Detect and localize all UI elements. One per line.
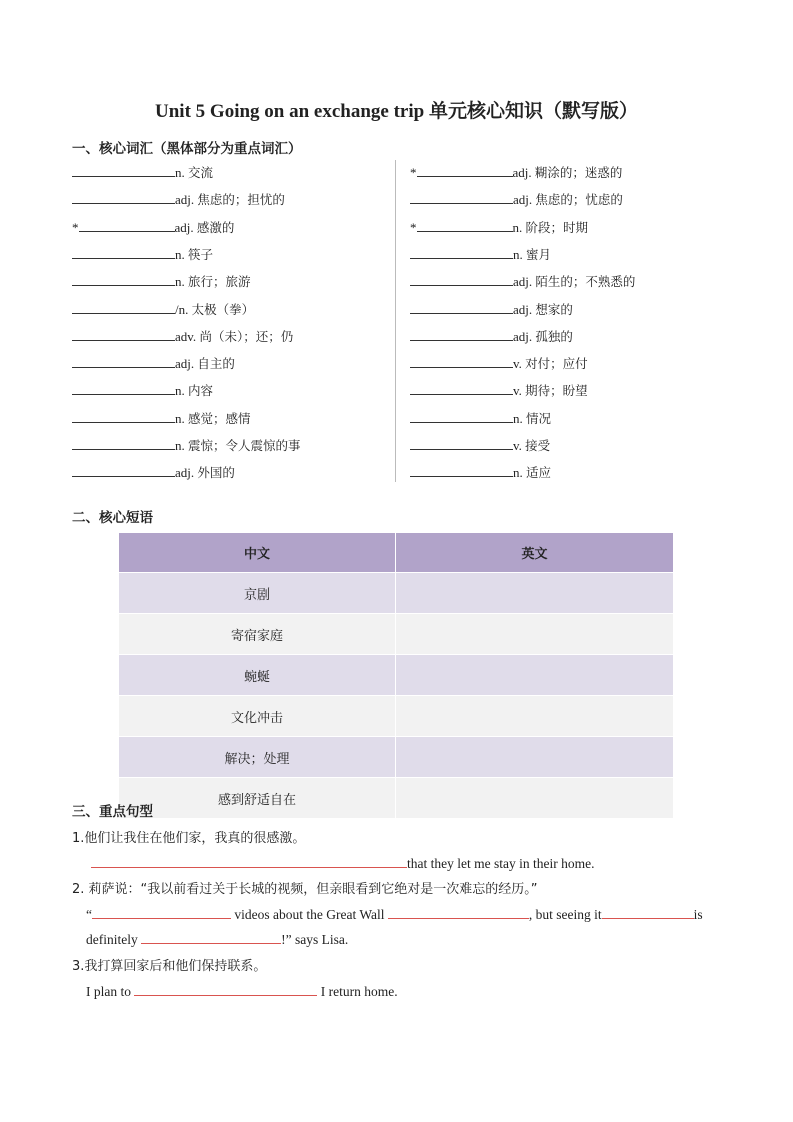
answer-blank[interactable] [388,904,529,919]
phrase-chinese: 文化冲击 [119,696,396,737]
vocab-item [410,327,573,345]
phrase-english-blank[interactable] [396,614,674,655]
phrases-table [119,533,674,818]
definition: 焦虑的；担忧的 [197,192,285,208]
vocab-item [72,409,251,427]
vocab-item [410,272,635,290]
section-phrases-heading: 二、核心短语 [72,510,153,526]
answer-blank[interactable] [72,409,175,423]
answer-blank[interactable] [92,904,231,919]
part-of-speech: adj. [175,192,195,208]
vocab-item [72,272,251,290]
definition: 交流 [188,165,214,180]
definition: 糊涂的；迷惑的 [534,165,623,180]
answer-blank[interactable] [72,272,175,286]
section-sentences-heading: 三、重点句型 [72,804,153,820]
part-of-speech: adj. [512,165,532,180]
definition: 自主的 [197,356,235,372]
answer-blank[interactable] [141,929,281,944]
vocab-item [72,327,293,345]
table-row [119,573,674,614]
vocab-item [410,381,588,399]
definition: 情况 [526,410,552,426]
part-of-speech: n. [513,410,523,426]
definition: 感觉；感情 [188,410,251,426]
part-of-speech: v. [513,356,522,372]
answer-blank[interactable] [72,163,175,177]
answer-blank[interactable] [72,245,175,259]
phrase-english-blank[interactable] [396,778,674,819]
answer-blank[interactable] [410,354,513,368]
part-of-speech: n. [175,383,185,399]
part-of-speech: adj. [513,274,533,290]
definition: 期待；盼望 [525,383,588,399]
definition: 陌生的；不熟悉的 [535,274,636,290]
sentence-1-chinese: 1.他们让我住在他们家，我真的很感激。 [72,831,306,846]
answer-blank[interactable] [72,463,175,477]
answer-blank[interactable] [410,327,513,341]
part-of-speech: adv. [175,328,197,344]
sentence-2-part: is [693,907,703,922]
column-header-english: 英文 [396,533,674,573]
answer-blank[interactable] [410,436,513,450]
vocab-item [72,245,213,263]
phrase-english-blank[interactable] [396,696,674,737]
sentence-2-english-line2 [86,929,348,948]
definition: 筷子 [188,246,214,262]
part-of-speech: n. [175,246,185,262]
page-title: Unit 5 Going on an exchange trip 单元核心知识（默写版） [155,101,638,122]
definition: 蜜月 [526,246,552,262]
vocab-item [72,354,235,372]
part-of-speech: n. [512,219,523,235]
answer-blank[interactable] [79,218,175,232]
vocab-item [72,463,235,481]
answer-blank[interactable] [417,218,513,232]
sentence-3-part: I return home. [317,984,398,999]
answer-blank[interactable] [72,381,175,395]
sentence-3-english [86,981,398,1000]
part-of-speech: n. [175,438,185,453]
part-of-speech: adj. [175,356,195,372]
definition: 外国的 [197,465,235,481]
phrase-chinese: 解决；处理 [119,737,396,778]
table-row [119,778,674,819]
part-of-speech: adj. [513,192,533,208]
column-divider [395,160,396,482]
answer-blank[interactable] [602,904,694,919]
definition: 孤独的 [535,328,573,344]
vocab-item [410,190,623,208]
answer-blank[interactable] [410,190,513,204]
phrase-english-blank[interactable] [396,737,674,778]
answer-blank[interactable] [410,409,513,423]
vocab-item [410,245,551,263]
vocab-item [72,300,254,318]
definition: 适应 [526,465,552,481]
answer-blank[interactable] [72,354,175,368]
answer-blank[interactable] [410,300,513,314]
part-of-speech: adj. [513,328,533,344]
part-of-speech: /n. [175,301,189,317]
column-header-chinese: 中文 [119,533,396,573]
answer-blank[interactable] [91,853,407,868]
phrase-chinese: 寄宿家庭 [119,614,396,655]
vocab-item [410,300,573,318]
definition: 阶段；时期 [525,219,589,235]
definition: 尚（未）；还；仍 [199,328,294,344]
part-of-speech: adj. [175,465,195,481]
definition: 感激的 [196,219,235,235]
answer-blank[interactable] [134,981,317,996]
vocab-item [72,190,285,208]
phrase-chinese: 感到舒适自在 [119,778,396,819]
table-header-row [119,533,674,573]
table-row [119,696,674,737]
sentence-3-chinese: 3.我打算回家后和他们保持联系。 [72,959,267,974]
vocab-item [72,381,213,399]
open-quote: “ [86,907,92,922]
definition: 想家的 [535,301,573,317]
part-of-speech: n. [175,274,185,290]
phrase-english-blank[interactable] [396,655,674,696]
phrase-chinese: 京剧 [119,573,396,614]
answer-blank[interactable] [410,272,513,286]
part-of-speech: v. [513,383,522,399]
key-word-marker: * [410,165,417,180]
part-of-speech: n. [175,410,185,426]
part-of-speech: n. [513,465,523,481]
part-of-speech: n. [175,165,185,180]
part-of-speech: v. [513,438,522,453]
answer-blank[interactable] [417,163,513,177]
answer-blank[interactable] [72,436,175,450]
vocab-item [72,436,301,454]
vocab-item [410,463,551,481]
sentence-3-part: I plan to [86,984,135,999]
phrase-chinese: 蜿蜒 [119,655,396,696]
section-vocabulary-heading: 一、核心词汇（黑体部分为重点词汇） [72,141,302,157]
sentence-2-chinese: 2. 莉萨说：“我以前看过关于长城的视频，但亲眼看到它绝对是一次难忘的经历。” [72,882,538,897]
vocab-item [72,218,234,236]
definition: 旅行；旅游 [188,274,251,290]
answer-blank[interactable] [410,381,513,395]
sentence-1-tail: that they let me stay in their home. [407,856,595,871]
key-word-marker: * [410,219,417,235]
definition: 焦虑的；忧虑的 [535,192,623,208]
vocab-item [410,218,588,236]
definition: 内容 [188,383,214,399]
sentence-2-part: definitely [86,932,142,947]
part-of-speech: adj. [513,301,533,317]
sentence-2-part: !” says Lisa. [281,932,349,947]
answer-blank[interactable] [72,190,175,204]
vocab-item [410,409,551,427]
sentence-2-english-line1 [86,904,703,923]
sentence-1-english [91,853,594,872]
vocab-item [410,354,588,372]
answer-blank[interactable] [72,300,175,314]
definition: 接受 [525,438,551,453]
table-row [119,655,674,696]
table-row [119,737,674,778]
definition: 对付；应付 [525,356,588,372]
part-of-speech: adj. [174,219,194,235]
definition: 太极（拳） [191,301,255,317]
vocab-item [410,436,550,454]
answer-blank[interactable] [410,463,513,477]
table-row [119,614,674,655]
sentence-2-part: videos about the Great Wall [231,907,388,922]
part-of-speech: n. [513,246,523,262]
answer-blank[interactable] [72,327,175,341]
vocab-item [72,163,213,181]
definition: 震惊；令人震惊的事 [188,438,301,453]
sentence-2-part: , but seeing it [528,907,602,922]
phrase-english-blank[interactable] [396,573,674,614]
vocab-item [410,163,622,181]
answer-blank[interactable] [410,245,513,259]
key-word-marker: * [72,219,79,235]
